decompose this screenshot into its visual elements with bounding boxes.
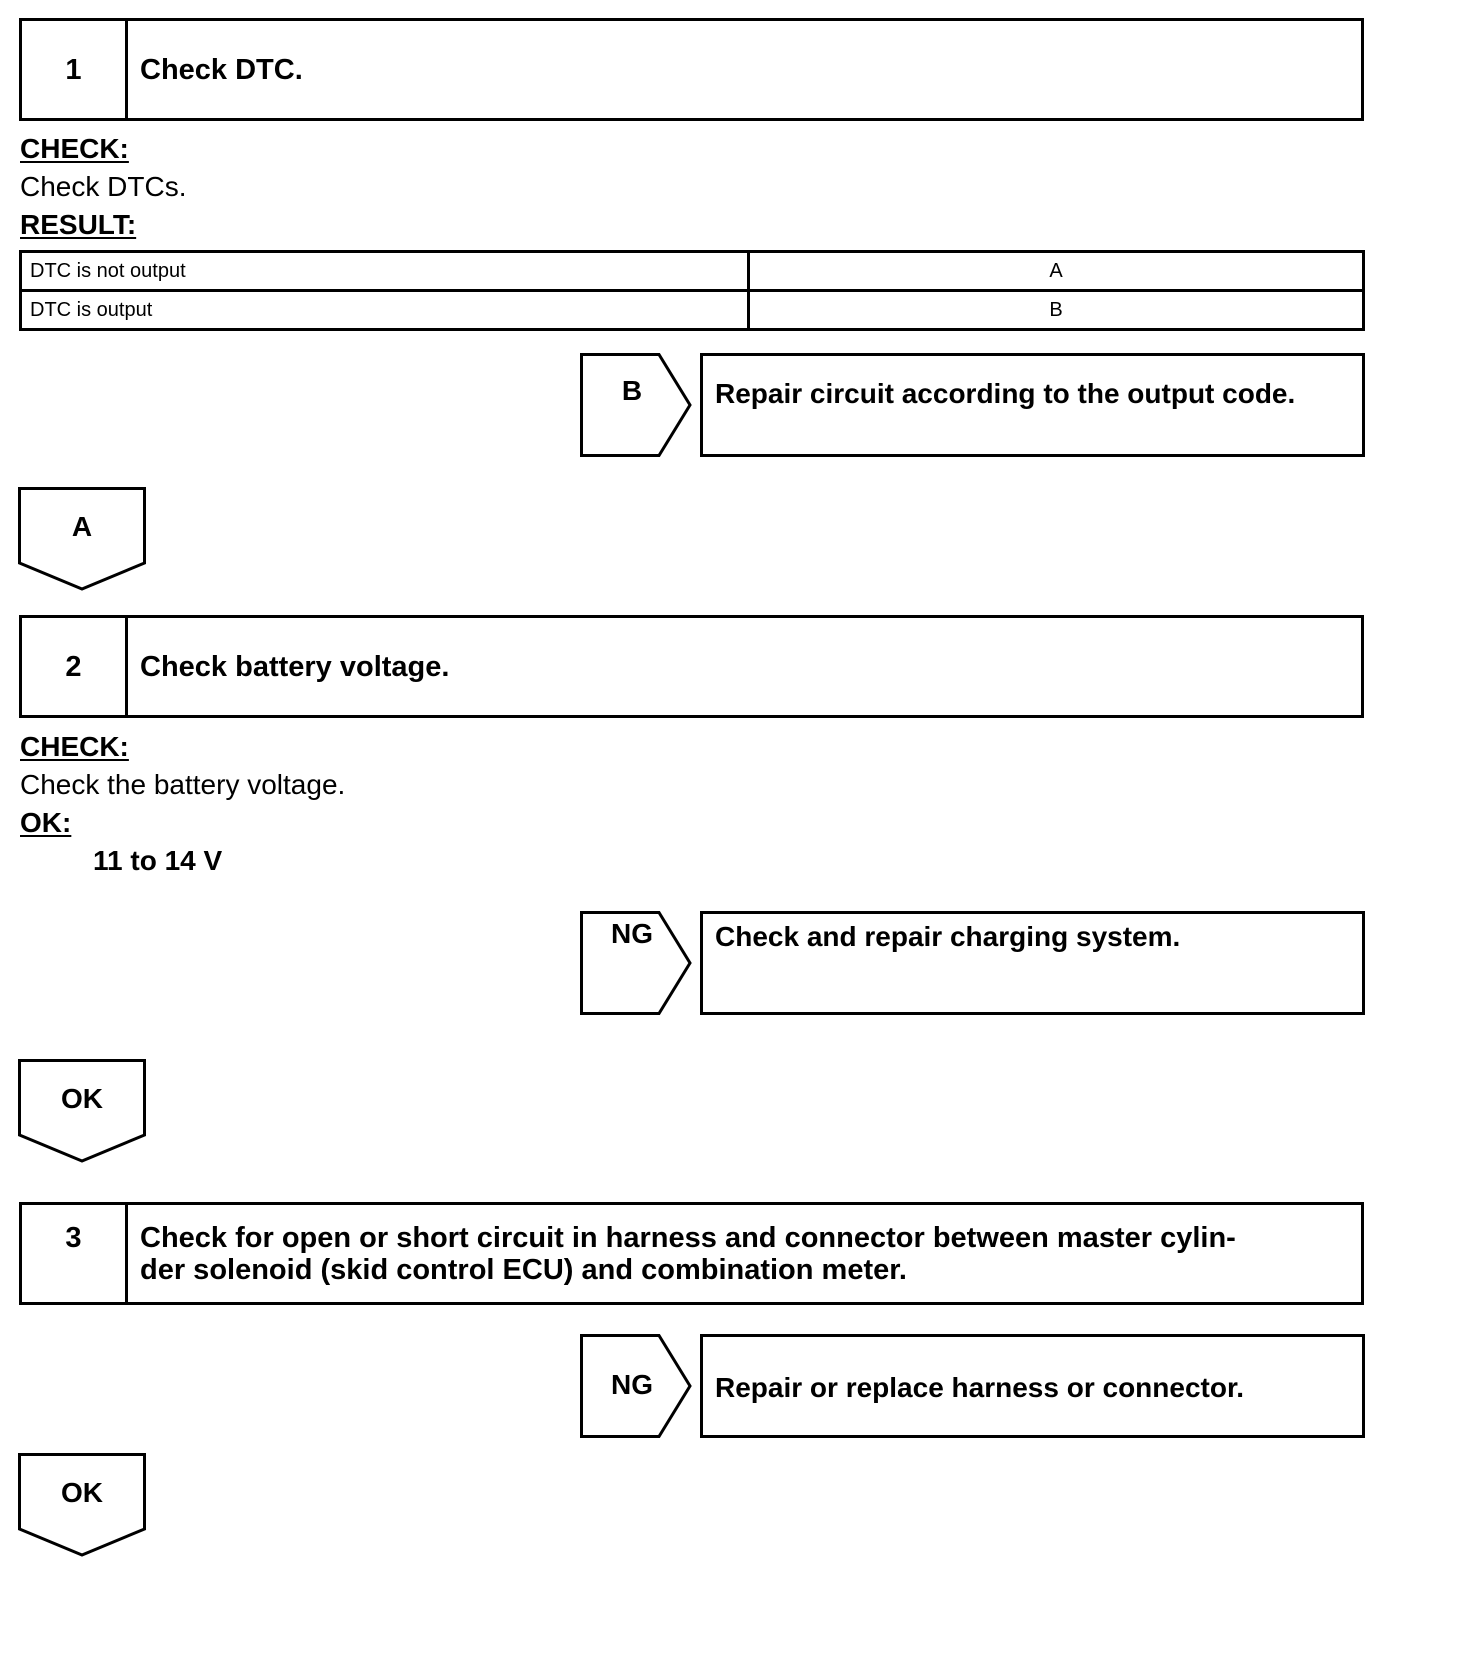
step-2-title: Check battery voltage. <box>140 651 450 683</box>
step-1-check-label: CHECK: <box>20 133 129 164</box>
step-3-continue-label: OK <box>61 1477 103 1508</box>
step-3-action-box: Repair or replace harness or connector. <box>700 1334 1365 1438</box>
table-cell-result: B <box>749 291 1364 330</box>
step-3-title <box>128 1205 1361 1302</box>
table-cell-condition: DTC is output <box>21 291 749 330</box>
step-3-continue-tag <box>18 1453 146 1557</box>
step-1-header <box>19 18 1364 121</box>
step-2-check-text: Check the battery voltage. <box>20 769 346 800</box>
step-3-title-line-1: Check for open or short circuit in harness and connector between master cylin- <box>140 1222 1236 1254</box>
step-3-title-line-2: der solenoid (skid control ECU) and combination meter. <box>140 1254 907 1286</box>
step-1-continue-tag <box>18 487 146 591</box>
table-row <box>21 252 1364 291</box>
step-3-header <box>19 1202 1364 1305</box>
step-2-ok-value: 11 to 14 V <box>93 845 223 876</box>
step-3-branch-tag <box>580 1334 692 1438</box>
result-table <box>19 250 1365 331</box>
step-1-branch-label: B <box>621 375 643 406</box>
step-1-branch-tag <box>580 353 692 457</box>
step-2-branch-tag <box>580 911 692 1015</box>
step-2-header <box>19 615 1364 718</box>
step-2-check-label: CHECK: <box>20 731 129 762</box>
step-3-number: 3 <box>22 1205 128 1302</box>
step-2-action-box: Check and repair charging system. <box>700 911 1365 1015</box>
step-1-number: 1 <box>22 21 128 118</box>
step-1-result-label: RESULT: <box>20 209 137 240</box>
table-cell-condition: DTC is not output <box>21 252 749 291</box>
step-1-title: Check DTC. <box>140 54 303 86</box>
step-2-continue-tag <box>18 1059 146 1163</box>
step-1-check-text: Check DTCs. <box>20 171 187 202</box>
step-1-continue-label: A <box>71 511 93 542</box>
step-3-branch-label: NG <box>611 1369 653 1400</box>
step-2-number: 2 <box>22 618 128 715</box>
step-2-continue-label: OK <box>61 1083 103 1114</box>
table-row <box>21 291 1364 330</box>
step-2-branch-label: NG <box>611 918 653 949</box>
step-1-action-box: Repair circuit according to the output code. <box>700 353 1365 457</box>
table-cell-result: A <box>749 252 1364 291</box>
step-2-ok-label: OK: <box>20 807 72 838</box>
